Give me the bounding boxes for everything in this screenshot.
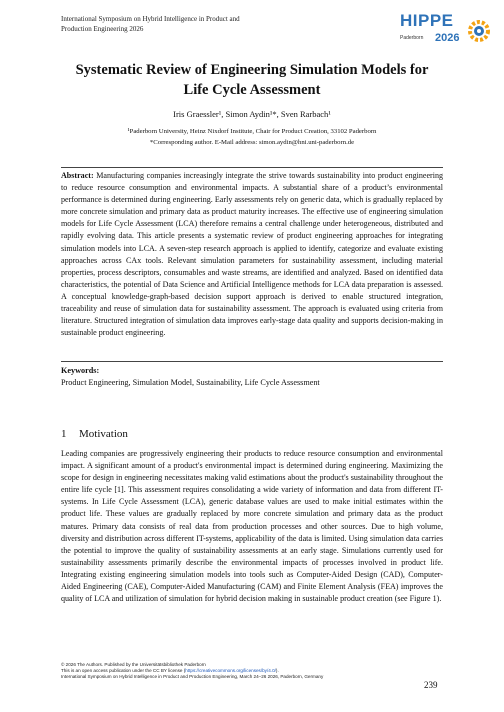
authors: Iris Graessler¹, Simon Aydin¹*, Sven Rarbach¹ <box>173 109 331 119</box>
title-line-1: Systematic Review of Engineering Simulation Models for <box>75 62 429 78</box>
section-number: 1 <box>61 428 67 440</box>
paper-title <box>56 60 448 100</box>
keywords-text: Product Engineering, Simulation Model, Sustainability, Life Cycle Assessment <box>61 378 320 387</box>
footer-conference: International Symposium on Hybrid Intelligence in Product and Production Engineering, March 24–26 2026, Paderborn, Germany <box>61 674 324 679</box>
conference-header-line2: Production Engineering 2026 <box>61 25 144 33</box>
abstract-label: Abstract: <box>61 171 94 180</box>
hippe-logo <box>400 8 496 48</box>
footer-license: This is an open access publication under the CC BY license (https://creativecommons.org/licenses/by/4.0/). <box>61 668 279 673</box>
logo-wordmark: HIPPE <box>400 11 454 30</box>
corresponding-author: *Corresponding author. E-Mail address: simon.aydin@hni.uni-paderborn.de <box>149 139 355 146</box>
footer-copyright: © 2026 The Authors. Published by the Universitätsbibliothek Paderborn <box>61 662 206 667</box>
affiliation: ¹Paderborn University, Heinz Nixdorf Institute, Chair for Product Creation, 33102 Paderborn <box>127 128 377 135</box>
section-body: Leading companies are progressively engineering their products to reduce resource consumption and environmental impact. A significant amount of a product's environmental impact is determined during engineering. Maximizing the scope for design in engineering necessitates making valid estimations about the product's sustainability throughout the entire life cycle [1]. This assessment requires consolidating a wide variety of information and data from different IT-systems. In Life Cycle Assessment (LCA), generic database values are used to make initial estimates within the product life. These values are gradually replaced by more concrete simulation and primary data as the product matures. Primary data consists of real data from production processes and other sources. Due to high volume, diversity and distribution across different IT-systems, applicability of the data is limited. Using simulation data carries the potential to improve the quality of sustainability assessments at an early stage. Simulations currently used for sustainability assessments primarily describe the environmental impacts of processes involved in product life. Integrating existing engineering simulation models into tools such as Computer-Aided Design (CAD), Computer-Aided Engineering (CAE), Computer-Aided Manufacturing (CAM) and Finite Element Analysis (FEA) improves the quality of LCA and utilization of simulation for hybrid decision making in sustainable product creation (see Figure 1). <box>61 449 443 604</box>
gear-icon <box>464 16 494 46</box>
abstract-text: Manufacturing companies increasingly integrate the strive towards sustainability into product engineering to reduce resource consumption and environmental impacts. A substantial share of a product’s environmental performance is determined during engineering. Early assessments rely on generic data, which is gradually replaced by more concrete simulation and primary data as product maturity increases. The effective use of engineering simulation models for Life Cycle Assessment (LCA) therefore remains a central challenge under heterogeneous, distributed and rapidly evolving data. This article presents a systematic review of product engineering approaches for integrating simulation models into LCA. A seven-step research approach is applied to identify, categorize and evaluate existing approaches across CAx tools. Relevant simulation parameters for sustainability assessment, including material properties, process descriptors, consumables and waste streams, are identified and analyzed. Based on identified data characteristics, the potential of Data Science and Artificial Intelligence methods for LCA data preparation is assessed. A conceptual knowledge-graph-based decision support approach is derived to enable structured integration, traceability and reuse of simulation data for sustainability assessment. The approach is evaluated using criteria from literature. Structured integration of simulation data improves early-stage data quality and supports decision-making in sustainable product engineering. <box>61 171 443 338</box>
conference-header-line1: International Symposium on Hybrid Intelligence in Product and <box>61 15 240 23</box>
title-line-2: Life Cycle Assessment <box>183 82 321 98</box>
page-number: 239 <box>424 680 438 690</box>
section-title: Motivation <box>79 428 128 440</box>
logo-year: 2026 <box>435 32 460 44</box>
footer <box>61 662 401 680</box>
conference-header <box>61 14 321 34</box>
logo-place: Paderborn <box>400 35 424 41</box>
keywords-label: Keywords: <box>61 366 100 375</box>
section-heading <box>61 428 128 440</box>
affiliations <box>56 126 448 148</box>
license-link[interactable]: https://creativecommons.org/licenses/by/4.0/ <box>185 668 276 673</box>
abstract <box>61 170 443 339</box>
